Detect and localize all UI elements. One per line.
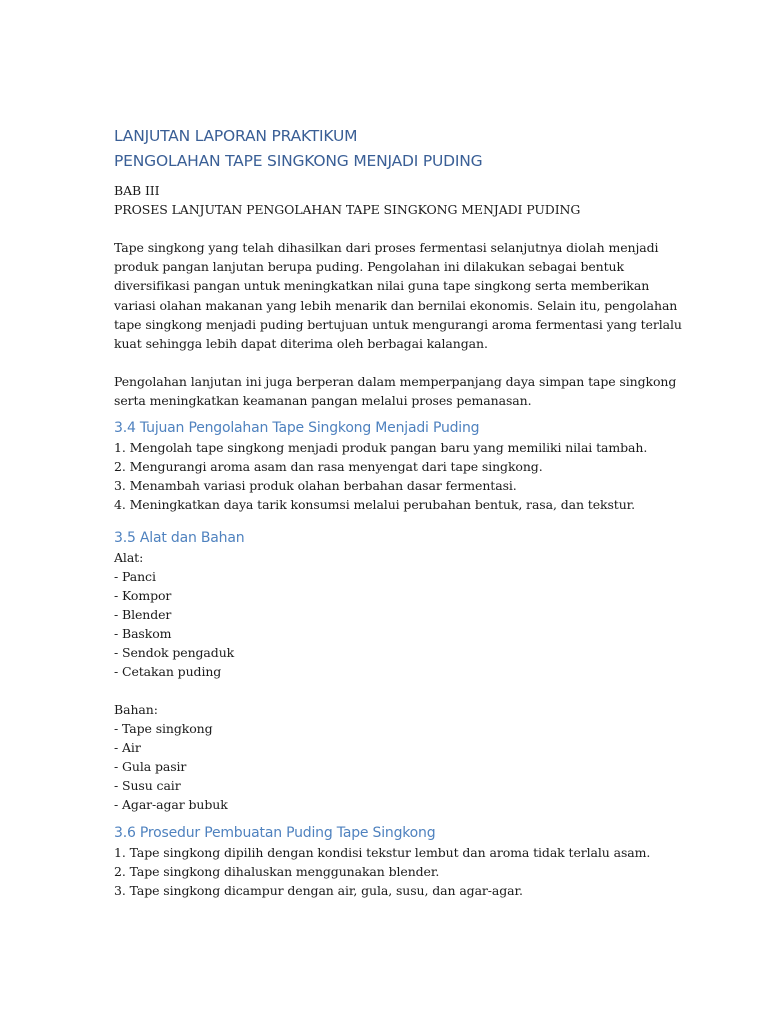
section-3-5-heading: 3.5 Alat dan Bahan <box>114 529 245 546</box>
list-item: - Agar-agar bubuk <box>114 796 228 812</box>
list-item: - Sendok pengaduk <box>114 644 235 660</box>
list-item: - Tape singkong <box>114 720 213 736</box>
list-item: 2. Mengurangi aroma asam dan rasa menyengat dari tape singkong. <box>114 458 543 474</box>
prosedur-list <box>114 843 694 900</box>
list-item: - Baskom <box>114 625 172 641</box>
list-item: - Blender <box>114 606 172 622</box>
list-item: - Panci <box>114 568 156 584</box>
bahan-list <box>114 719 694 814</box>
section-3-6-heading: 3.6 Prosedur Pembuatan Puding Tape Singkong <box>114 824 436 841</box>
list-item: - Susu cair <box>114 777 181 793</box>
list-item: 4. Meningkatkan daya tarik konsumsi melalui perubahan bentuk, rasa, dan tekstur. <box>114 496 636 512</box>
list-item: 1. Mengolah tape singkong menjadi produk pangan baru yang memiliki nilai tambah. <box>114 439 648 455</box>
list-item: 1. Tape singkong dipilih dengan kondisi tekstur lembut dan aroma tidak terlalu asam. <box>114 844 651 860</box>
doc-title-line2: PENGOLAHAN TAPE SINGKONG MENJADI PUDING <box>114 152 483 170</box>
intro-line: produk pangan lanjutan berupa puding. Pengolahan ini dilakukan sebagai bentuk <box>114 259 624 275</box>
bahan-label: Bahan: <box>114 701 158 717</box>
second-paragraph <box>114 372 694 410</box>
tujuan-list <box>114 438 694 514</box>
list-item: 2. Tape singkong dihaluskan menggunakan blender. <box>114 863 440 879</box>
list-item: - Gula pasir <box>114 758 187 774</box>
intro-line: diversifikasi pangan untuk meningkatkan nilai guna tape singkong serta memberikan <box>114 278 650 294</box>
intro-line: variasi olahan makanan yang lebih menarik dan bernilai ekonomis. Selain itu, pengolahan <box>114 297 678 313</box>
bab-title: PROSES LANJUTAN PENGOLAHAN TAPE SINGKONG MENJADI PUDING <box>114 202 581 217</box>
intro-paragraph <box>114 238 694 353</box>
list-item: 3. Menambah variasi produk olahan berbahan dasar fermentasi. <box>114 477 517 493</box>
section-3-4-heading: 3.4 Tujuan Pengolahan Tape Singkong Menjadi Puding <box>114 419 480 436</box>
alat-label: Alat: <box>114 549 144 565</box>
intro-line: kuat sehingga lebih dapat diterima oleh berbagai kalangan. <box>114 336 488 352</box>
list-item: - Cetakan puding <box>114 663 222 679</box>
bab-label: BAB III <box>114 183 160 198</box>
doc-title-line1: LANJUTAN LAPORAN PRAKTIKUM <box>114 127 358 145</box>
intro-line: Tape singkong yang telah dihasilkan dari proses fermentasi selanjutnya diolah menjadi <box>114 240 659 255</box>
list-item: - Kompor <box>114 587 172 603</box>
list-item: - Air <box>114 739 141 755</box>
second-line: serta meningkatkan keamanan pangan melalui proses pemanasan. <box>114 393 532 409</box>
document-page <box>114 124 694 900</box>
second-line: Pengolahan lanjutan ini juga berperan dalam memperpanjang daya simpan tape singkong <box>114 374 677 390</box>
list-item: 3. Tape singkong dicampur dengan air, gula, susu, dan agar-agar. <box>114 882 523 898</box>
intro-line: tape singkong menjadi puding bertujuan untuk mengurangi aroma fermentasi yang terlalu <box>114 316 682 332</box>
alat-list <box>114 567 694 681</box>
